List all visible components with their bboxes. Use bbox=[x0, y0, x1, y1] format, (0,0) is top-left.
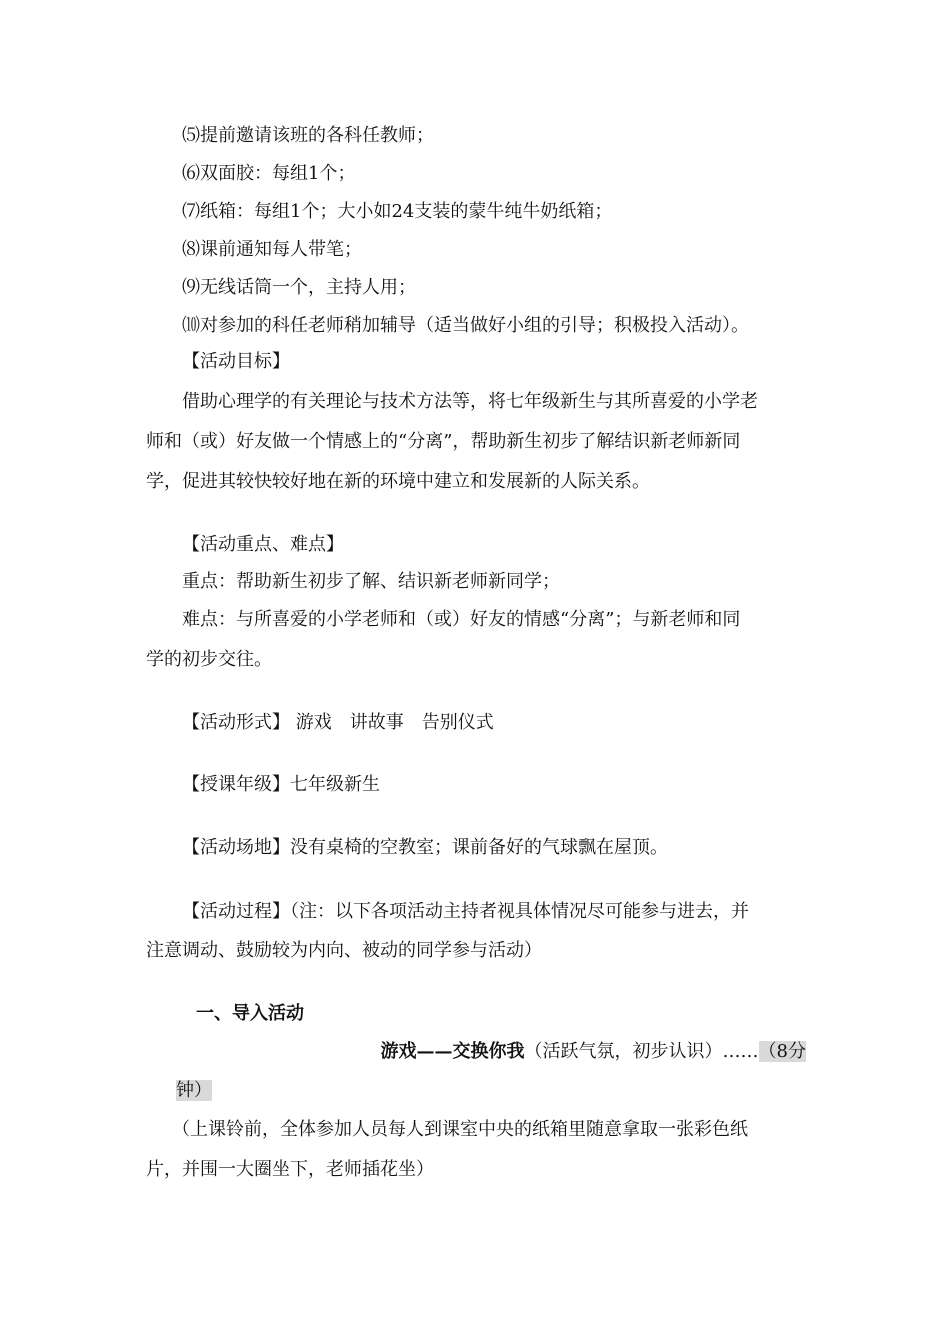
material-item-8: ⑻课前通知每人带笔； bbox=[182, 239, 362, 260]
goal-text-line: 借助心理学的有关理论与技术方法等，将七年级新生与其所喜爱的小学老 bbox=[182, 391, 758, 412]
goal-text-line: 学，促进其较快较好地在新的环境中建立和发展新的人际关系。 bbox=[146, 471, 650, 492]
material-item-6: ⑹双面胶：每组1个； bbox=[182, 163, 356, 184]
section-title: 一、导入活动 bbox=[196, 1003, 304, 1024]
venue: 【活动场地】没有桌椅的空教室；课前备好的气球飘在屋顶。 bbox=[182, 837, 668, 858]
difficulty-line: 难点：与所喜爱的小学老师和（或）好友的情感“分离”；与新老师和同 bbox=[182, 609, 741, 630]
material-item-5: ⑸提前邀请该班的各科任教师； bbox=[182, 125, 434, 146]
key-point: 重点：帮助新生初步了解、结识新老师新同学； bbox=[182, 571, 560, 592]
duration-highlight: （8分 bbox=[758, 1041, 806, 1062]
focus-heading: 【活动重点、难点】 bbox=[182, 534, 344, 555]
activity-form: 【活动形式】 游戏 讲故事 告别仪式 bbox=[182, 712, 494, 733]
game-title: 游戏——交换你我 bbox=[380, 1041, 525, 1062]
material-item-10: ⑽对参加的科任老师稍加辅导（适当做好小组的引导；积极投入活动）。 bbox=[182, 315, 749, 336]
difficulty-line: 学的初步交往。 bbox=[146, 649, 272, 670]
goal-text-line: 师和（或）好友做一个情感上的“分离”，帮助新生初步了解结识新老师新同 bbox=[146, 431, 741, 452]
material-item-7: ⑺纸箱：每组1个；大小如24支装的蒙牛纯牛奶纸箱； bbox=[182, 201, 613, 222]
game-desc-line: 片，并围一大圈坐下，老师插花坐） bbox=[146, 1159, 434, 1180]
game-title-line bbox=[146, 1040, 806, 1064]
game-note: （活跃气氛，初步认识）…… bbox=[524, 1041, 759, 1062]
process-line: 【活动过程】（注：以下各项活动主持者视具体情况尽可能参与进去，并 bbox=[182, 901, 749, 922]
process-line: 注意调动、鼓励较为内向、被动的同学参与活动） bbox=[146, 940, 542, 961]
duration-continuation bbox=[176, 1079, 776, 1103]
game-desc-line: （上课铃前，全体参加人员每人到课室中央的纸箱里随意拿取一张彩色纸 bbox=[172, 1119, 748, 1140]
grade: 【授课年级】七年级新生 bbox=[182, 774, 380, 795]
duration-highlight: 钟） bbox=[176, 1080, 212, 1101]
material-item-9: ⑼无线话筒一个，主持人用； bbox=[182, 277, 416, 298]
goal-heading: 【活动目标】 bbox=[182, 351, 290, 372]
